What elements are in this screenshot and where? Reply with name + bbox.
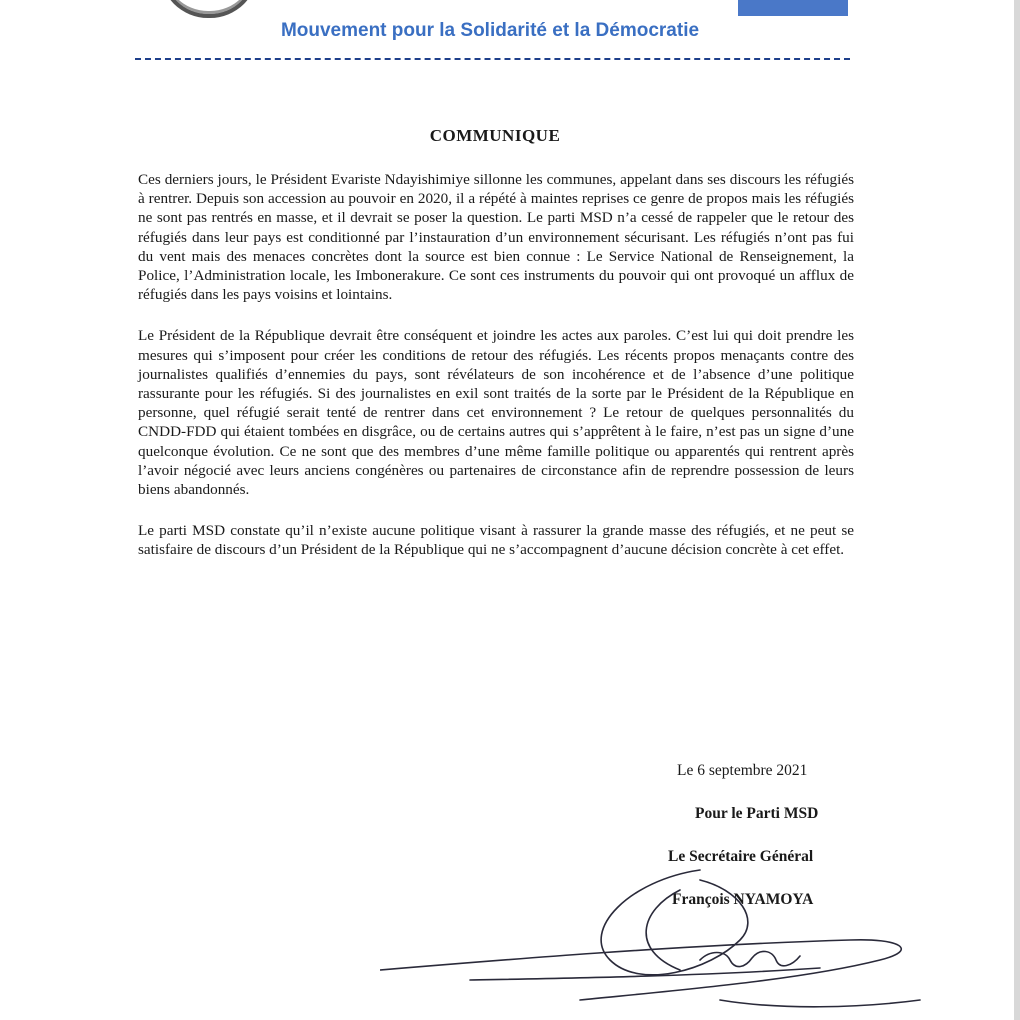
organization-name: Mouvement pour la Solidarité et la Démocratie bbox=[280, 20, 700, 41]
signature-role: Le Secrétaire Général bbox=[668, 848, 814, 865]
document-date: Le 6 septembre 2021 bbox=[677, 762, 808, 779]
party-flag-logo bbox=[738, 0, 848, 16]
document-body bbox=[138, 170, 854, 582]
paragraph-3: Le parti MSD constate qu’il n’existe aucune politique visant à rassurer la grande masse des réfugiés, et ne peut se satisfaire de discours d’un Président de la République qui ne s’accompagnent d’aucune décision concrète à cet effet. bbox=[138, 522, 854, 559]
signature-name: François NYAMOYA bbox=[672, 891, 814, 908]
paragraph-1: Ces derniers jours, le Président Evariste Ndayishimiye sillonne les communes, appelant dans ses discours les réfugiés à rentrer. Depuis son accession au pouvoir en 2020, il a répété à maintes reprises ce genre de propos mais les réfugiés ne sont pas rentrés en masse, et il devrait se poser la question. Le parti MSD n’a cessé de rappeler que le retour des réfugiés dans leur pays est conditionné par l’instauration d’un environnement sécurisant. Les réfugiés n’ont pas fui du vent mais des menaces concrètes dont la source est bien connue : Le Service National de Renseignement, la Police, l’Administration locale, les Imbonerakure. Ce sont ces instruments du pouvoir qui ont provoqué un afflux de réfugiés dans les pays voisins et lointains. bbox=[138, 171, 854, 304]
signature-party: Pour le Parti MSD bbox=[695, 805, 819, 822]
header-divider bbox=[135, 58, 850, 60]
handwritten-signature bbox=[380, 850, 940, 1020]
paragraph-2: Le Président de la République devrait être conséquent et joindre les actes aux paroles. C’est lui qui doit prendre les mesures qui s’imposent pour créer les conditions de retour des réfugiés. Les récents propos menaçants contre des journalistes qualifiés d’ennemies du pays, sont révélateurs de son incohérence et de l’absence d’une politique rassurante pour les réfugiés. Si des journalistes en exil sont traités de la sorte par le Président de la République en personne, quel réfugié serait tenté de rentrer dans cet environnement ? Le retour de quelques personnalités du CNDD-FDD qui étaient tombées en disgrâce, ou de certains autres qui s’apprêtent à le faire, n’est pas un signe d’une quelconque évolution. Ce ne sont que des membres d’une même famille politique ou apparentés qui rentrent après l’avoir négocié avec leurs anciens congénères ou partenaires de circonstance afin de reprendre possession de leurs biens abandonnés. bbox=[138, 327, 854, 499]
document-title: COMMUNIQUE bbox=[429, 126, 561, 145]
